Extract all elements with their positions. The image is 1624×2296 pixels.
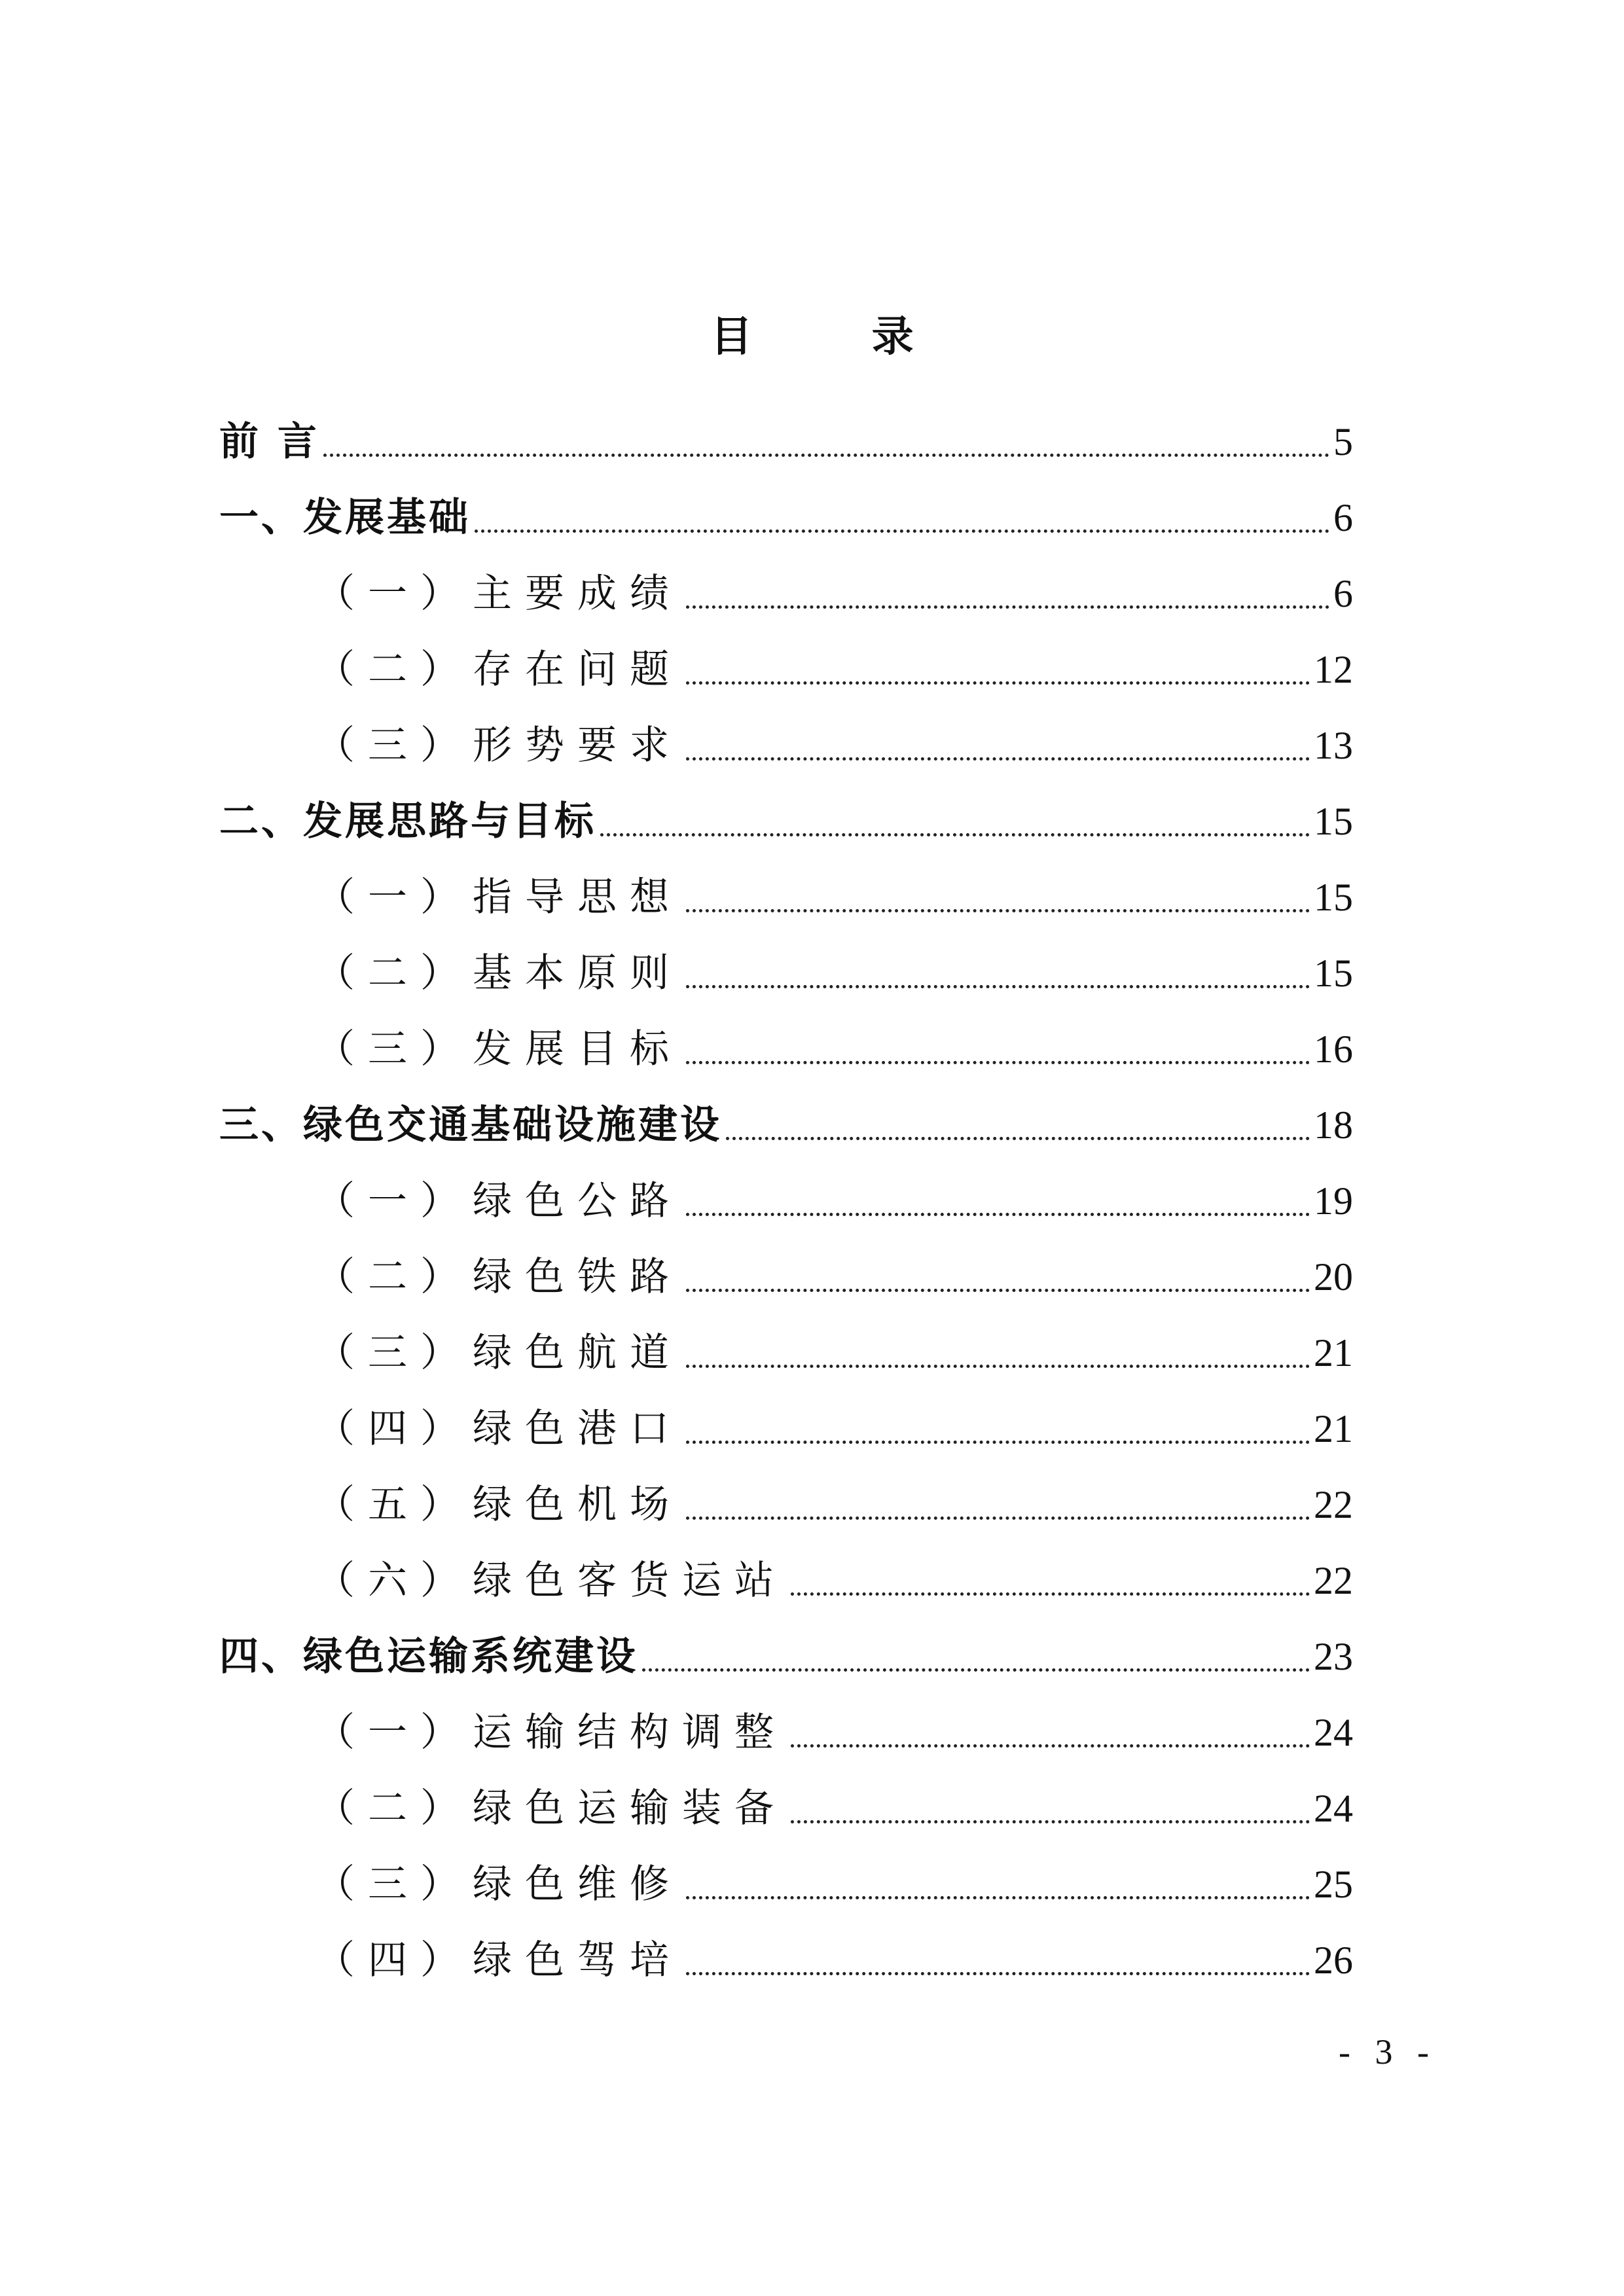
dot-leader [686, 1896, 1310, 1899]
toc-entry-page: 24 [1314, 1787, 1353, 1830]
dot-leader [475, 529, 1329, 533]
dot-leader [686, 1213, 1310, 1216]
toc-entry-label: （一）指导思想 [316, 874, 682, 920]
toc-entry-page: 15 [1314, 952, 1353, 995]
toc-entry-2-2[interactable] [316, 944, 1353, 1003]
toc-entry-label: （三）形势要求 [316, 723, 682, 768]
dot-leader [686, 1289, 1310, 1292]
dot-leader [642, 1668, 1310, 1672]
toc-entry-page: 13 [1314, 724, 1353, 767]
page-number-footer: - 3 - [1339, 2032, 1437, 2072]
toc-entry-page: 5 [1333, 420, 1353, 463]
toc-entry-2-1[interactable] [316, 868, 1353, 927]
toc-entry-4-2[interactable] [316, 1779, 1353, 1838]
dot-leader [686, 681, 1310, 685]
toc-entry-3-4[interactable] [316, 1399, 1353, 1458]
toc-entry-1-2[interactable] [316, 640, 1353, 699]
dot-leader [726, 1137, 1310, 1140]
toc-entry-page: 26 [1314, 1939, 1353, 1982]
toc-entry-label: （二）存在问题 [316, 647, 682, 692]
toc-entry-preface[interactable] [219, 412, 1353, 471]
toc-entry-4-1[interactable] [316, 1703, 1353, 1762]
toc-entry-label: （二）基本原则 [316, 950, 682, 996]
dot-leader [686, 1441, 1310, 1444]
dot-leader [791, 1744, 1310, 1748]
toc-entry-label: （二）绿色运输装备 [316, 1785, 787, 1831]
toc-entry-page: 25 [1314, 1863, 1353, 1906]
dot-leader [791, 1820, 1310, 1823]
toc-entry-section-2[interactable] [219, 792, 1353, 851]
dot-leader [686, 1516, 1310, 1520]
toc-entry-page: 15 [1314, 800, 1353, 843]
toc-entry-label: （三）绿色航道 [316, 1330, 682, 1376]
toc-entry-page: 23 [1314, 1635, 1353, 1678]
toc-entry-2-3[interactable] [316, 1020, 1353, 1079]
toc-entry-page: 21 [1314, 1331, 1353, 1374]
toc-entry-page: 6 [1333, 496, 1353, 539]
toc-entry-page: 21 [1314, 1407, 1353, 1450]
toc-entry-page: 22 [1314, 1559, 1353, 1602]
dot-leader [686, 1365, 1310, 1368]
toc-entry-label: （三）绿色维修 [316, 1861, 682, 1907]
toc-entry-page: 16 [1314, 1028, 1353, 1071]
toc-title: 目 录 [710, 313, 966, 361]
toc-entry-page: 15 [1314, 876, 1353, 919]
toc-entry-label: （四）绿色驾培 [316, 1937, 682, 1983]
toc-entry-4-3[interactable] [316, 1855, 1353, 1914]
dot-leader [686, 909, 1310, 912]
toc-entry-1-3[interactable] [316, 716, 1353, 775]
toc-entry-page: 6 [1333, 572, 1353, 615]
toc-entry-3-6[interactable] [316, 1551, 1353, 1610]
toc-entry-label: （一）绿色公路 [316, 1178, 682, 1224]
toc-entry-section-4[interactable] [219, 1627, 1353, 1686]
toc-entry-label: （一）运输结构调整 [316, 1710, 787, 1755]
toc-entry-1-1[interactable] [316, 564, 1353, 623]
toc-entry-page: 20 [1314, 1255, 1353, 1299]
toc-entry-3-3[interactable] [316, 1323, 1353, 1382]
dot-leader [323, 454, 1329, 457]
toc-entry-label: 四、绿色运输系统建设 [219, 1634, 638, 1679]
dot-leader [686, 1061, 1310, 1064]
toc-entry-page: 18 [1314, 1103, 1353, 1147]
toc-entry-section-3[interactable] [219, 1096, 1353, 1155]
toc-entry-3-2[interactable] [316, 1247, 1353, 1306]
toc-entry-label: （五）绿色机场 [316, 1482, 682, 1528]
toc-entry-page: 22 [1314, 1483, 1353, 1526]
toc-entry-label: 三、绿色交通基础设施建设 [219, 1102, 722, 1148]
toc-entry-section-1[interactable] [219, 488, 1353, 547]
toc-entry-label: （二）绿色铁路 [316, 1254, 682, 1300]
dot-leader [600, 833, 1310, 836]
dot-leader [686, 757, 1310, 761]
toc-entry-page: 12 [1314, 648, 1353, 691]
toc-entry-label: （六）绿色客货运站 [316, 1558, 787, 1604]
toc-entry-label: 一、发展基础 [219, 495, 471, 541]
toc-entry-3-5[interactable] [316, 1475, 1353, 1534]
toc-entry-label: 前 言 [219, 419, 319, 465]
dot-leader [686, 985, 1310, 988]
toc-entry-label: （四）绿色港口 [316, 1406, 682, 1452]
dot-leader [686, 605, 1329, 609]
toc-entry-label: （三）发展目标 [316, 1026, 682, 1072]
toc-entry-page: 19 [1314, 1179, 1353, 1223]
dot-leader [686, 1972, 1310, 1975]
toc-entry-3-1[interactable] [316, 1172, 1353, 1230]
toc-entry-label: 二、发展思路与目标 [219, 798, 596, 844]
toc-entry-4-4[interactable] [316, 1931, 1353, 1990]
dot-leader [791, 1592, 1310, 1596]
toc-entry-page: 24 [1314, 1711, 1353, 1754]
toc-entry-label: （一）主要成绩 [316, 571, 682, 617]
